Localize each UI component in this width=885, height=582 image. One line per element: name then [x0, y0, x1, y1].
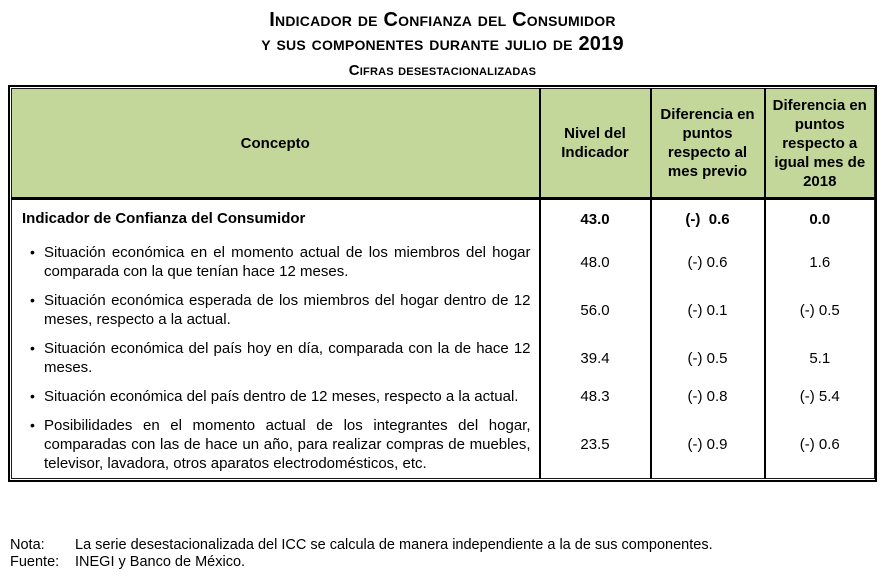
- column-header-nivel: Nivel del Indicador: [540, 89, 651, 199]
- title-block: [0, 8, 885, 79]
- cell-dif-2018: 0.0: [765, 199, 875, 239]
- row-concept-text: Situación económica del país dentro de 12 meses, respecto a la actual.: [44, 388, 519, 405]
- row-concept-text: Posibilidades en el momento actual de los integrantes del hogar, comparadas con las de hace un año, para realizar compras de muebles, televisor, lavadora, otros aparatos electrodomésticos, etc.: [44, 417, 531, 472]
- cell-dif-prev: (-) 0.6: [651, 238, 765, 286]
- cell-nivel: 48.0: [540, 238, 651, 286]
- cell-dif-prev: (-) 0.8: [651, 382, 765, 411]
- table-row: [12, 238, 875, 286]
- cell-dif-2018: 5.1: [765, 334, 875, 382]
- nota-label: Nota:: [10, 537, 45, 553]
- indicator-table-wrapper: [8, 85, 877, 482]
- cell-dif-prev: (-) 0.5: [651, 334, 765, 382]
- column-header-dif-2018: Diferencia en puntos respecto a igual mes de 2018: [765, 89, 875, 199]
- row-concept-text: Situación económica en el momento actual de los miembros del hogar comparada con la que tenían hace 12 meses.: [44, 244, 531, 280]
- indicator-table: [11, 88, 875, 479]
- table-row: [12, 334, 875, 382]
- bullet-icon: •: [30, 388, 35, 404]
- cell-dif-2018: (-) 0.5: [765, 286, 875, 334]
- bullet-icon: •: [30, 244, 35, 260]
- report-title-line1: Indicador de Confianza del Consumidor: [269, 9, 616, 31]
- table-row: [12, 411, 875, 479]
- bullet-icon: •: [30, 340, 35, 356]
- cell-nivel: 56.0: [540, 286, 651, 334]
- report-title-line2: y sus componentes durante julio de 2019: [261, 33, 624, 55]
- table-body: [12, 199, 875, 479]
- cell-dif-prev: (-) 0.9: [651, 411, 765, 479]
- table-row: [12, 382, 875, 411]
- cell-nivel: 48.3: [540, 382, 651, 411]
- row-concept-text: Situación económica del país hoy en día, comparada con la de hace 12 meses.: [44, 340, 531, 376]
- nota-row: [10, 537, 878, 554]
- concept-cell: [12, 334, 540, 382]
- column-header-concepto: Concepto: [12, 89, 540, 199]
- report-subtitle: Cifras desestacionalizadas: [348, 62, 537, 79]
- table-header: [12, 89, 875, 199]
- concept-cell: [12, 382, 540, 411]
- bullet-icon: •: [30, 417, 35, 433]
- footer-notes: [10, 537, 878, 571]
- cell-dif-2018: (-) 5.4: [765, 382, 875, 411]
- fuente-row: [10, 554, 878, 571]
- column-header-dif-prev: Diferencia en puntos respecto al mes previo: [651, 89, 765, 199]
- fuente-label: Fuente:: [10, 554, 60, 570]
- cell-dif-prev: (-) 0.6: [651, 199, 765, 239]
- bullet-icon: •: [30, 292, 35, 308]
- concept-cell: [12, 199, 540, 239]
- row-concept-text: Situación económica esperada de los miembros del hogar dentro de 12 meses, respecto a la actual.: [44, 292, 531, 328]
- concept-cell: [12, 411, 540, 479]
- table-row: [12, 199, 875, 239]
- cell-dif-2018: 1.6: [765, 238, 875, 286]
- concept-cell: [12, 286, 540, 334]
- table-row: [12, 286, 875, 334]
- header-row: [12, 89, 875, 199]
- cell-nivel: 43.0: [540, 199, 651, 239]
- cell-nivel: 23.5: [540, 411, 651, 479]
- row-concept-text: Indicador de Confianza del Consumidor: [22, 210, 306, 227]
- cell-nivel: 39.4: [540, 334, 651, 382]
- concept-cell: [12, 238, 540, 286]
- cell-dif-2018: (-) 0.6: [765, 411, 875, 479]
- nota-text: La serie desestacionalizada del ICC se calcula de manera independiente a la de sus componentes.: [75, 537, 713, 553]
- fuente-text: INEGI y Banco de México.: [75, 554, 246, 570]
- cell-dif-prev: (-) 0.1: [651, 286, 765, 334]
